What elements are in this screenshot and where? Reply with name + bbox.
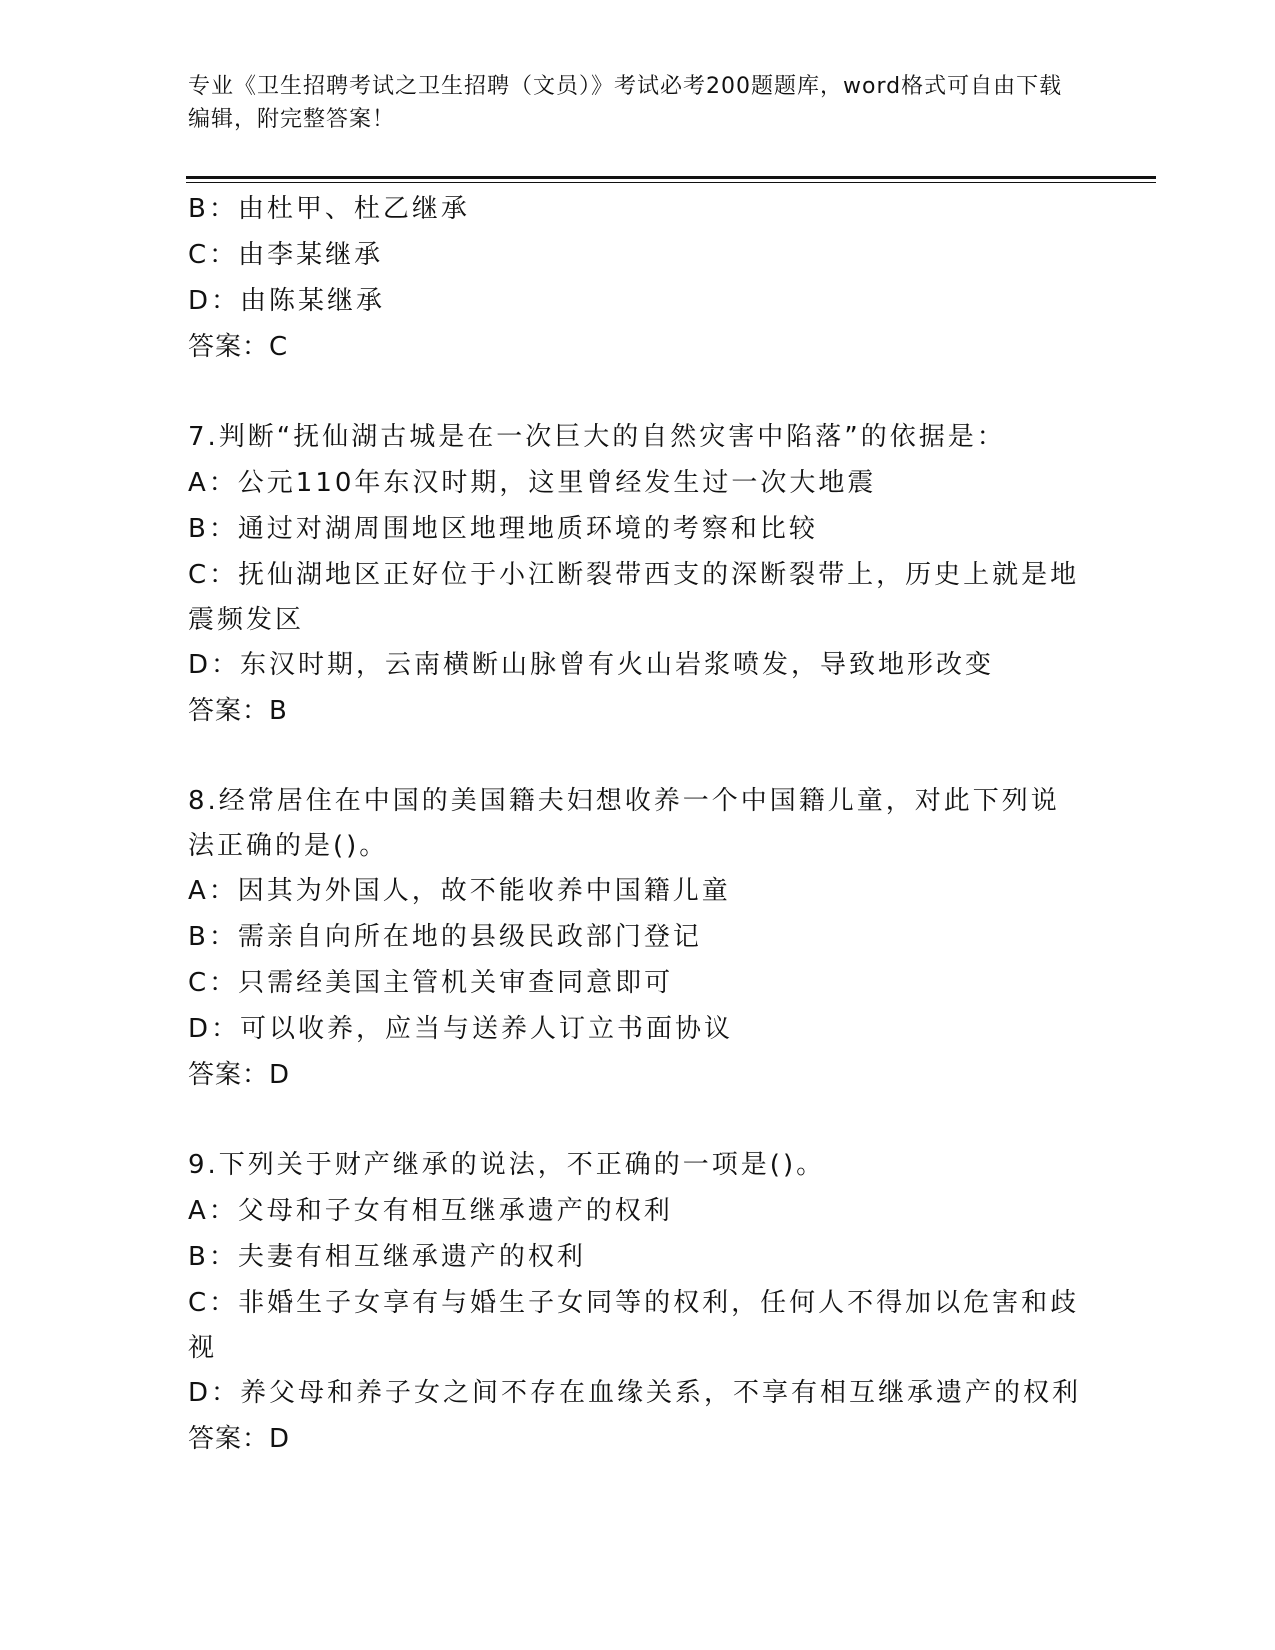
- q7-option-c: C：抚仙湖地区正好位于小江断裂带西支的深断裂带上，历史上就是地: [188, 560, 1080, 590]
- header-rule-thin: [186, 182, 1156, 183]
- q6-option-b: B：由杜甲、杜乙继承: [188, 194, 470, 224]
- question-7: [188, 414, 1088, 734]
- q7-option-c-cont: 震频发区: [188, 605, 305, 635]
- q9-option-c-cont: 视: [188, 1333, 218, 1363]
- q7-option-a: A：公元110年东汉时期，这里曾经发生过一次大地震: [188, 468, 877, 498]
- q7-answer: 答案：B: [188, 696, 288, 726]
- q9-answer: 答案：D: [188, 1424, 291, 1454]
- question-6-continued: [188, 186, 1088, 370]
- header-rule-thick: [186, 176, 1156, 179]
- q8-option-d: D：可以收养，应当与送养人订立书面协议: [188, 1014, 734, 1044]
- q6-answer: 答案：C: [188, 332, 289, 362]
- question-content: [188, 186, 1088, 1462]
- question-8: [188, 778, 1088, 1098]
- q9-stem: 9.下列关于财产继承的说法，不正确的一项是()。: [188, 1150, 826, 1180]
- spacer: [188, 734, 1088, 778]
- q9-option-a: A：父母和子女有相互继承遗产的权利: [188, 1196, 673, 1226]
- q8-stem-cont: 法正确的是()。: [188, 831, 389, 861]
- spacer: [188, 1098, 1088, 1142]
- q9-option-c: C：非婚生子女享有与婚生子女同等的权利，任何人不得加以危害和歧: [188, 1288, 1080, 1318]
- q8-option-c: C：只需经美国主管机关审查同意即可: [188, 968, 674, 998]
- q6-option-c: C：由李某继承: [188, 240, 384, 270]
- spacer: [188, 370, 1088, 414]
- q7-stem: 7.判断“抚仙湖古城是在一次巨大的自然灾害中陷落”的依据是：: [188, 422, 1006, 452]
- q8-stem: 8.经常居住在中国的美国籍夫妇想收养一个中国籍儿童，对此下列说: [188, 786, 1060, 816]
- document-header: 专业《卫生招聘考试之卫生招聘（文员）》考试必考200题题库，word格式可自由下载编辑，附完整答案！: [188, 74, 1063, 132]
- q8-answer: 答案：D: [188, 1060, 291, 1090]
- q9-option-d: D：养父母和养子女之间不存在血缘关系，不享有相互继承遗产的权利: [188, 1378, 1082, 1408]
- question-9: [188, 1142, 1088, 1462]
- q7-option-d: D：东汉时期，云南横断山脉曾有火山岩浆喷发，导致地形改变: [188, 650, 995, 680]
- q8-option-b: B：需亲自向所在地的县级民政部门登记: [188, 922, 702, 952]
- q6-option-d: D：由陈某继承: [188, 286, 386, 316]
- q9-option-b: B：夫妻有相互继承遗产的权利: [188, 1242, 586, 1272]
- q8-option-a: A：因其为外国人，故不能收养中国籍儿童: [188, 876, 731, 906]
- q7-option-b: B：通过对湖周围地区地理地质环境的考察和比较: [188, 514, 818, 544]
